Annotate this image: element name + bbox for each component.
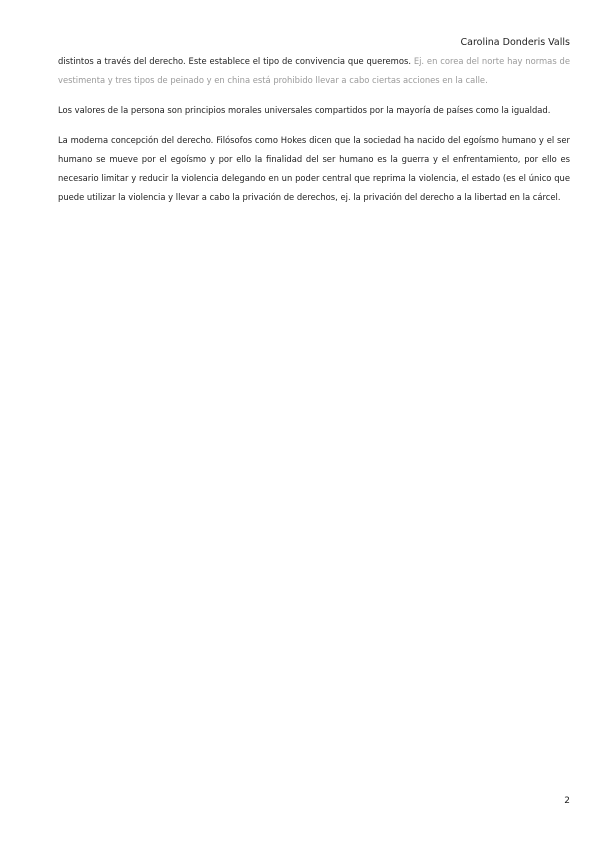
paragraph-text: Los valores de la persona son principios morales universales compartidos por la mayoría de países como la igualdad. xyxy=(58,105,551,115)
page-number: 2 xyxy=(564,796,570,806)
header-author: Carolina Donderis Valls xyxy=(460,37,570,48)
paragraph-law-coexistence xyxy=(58,52,570,90)
example-note: Ej. en corea del norte hay normas de vestimenta y tres tipos de peinado y en china está prohibido llevar a cabo ciertas acciones en la calle. xyxy=(58,56,570,85)
document-body xyxy=(58,52,570,218)
paragraph-text: distintos a través del derecho. Este establece el tipo de convivencia que queremos. xyxy=(58,56,414,66)
paragraph-modern-law xyxy=(58,131,570,207)
paragraph-text: La moderna concepción del derecho. Filósofos como Hokes dicen que la sociedad ha nacido del egoísmo humano y el ser humano se mueve por el egoísmo y por ello la finalidad del ser humano es la guerra y el enfrentamiento, por ello es necesario limitar y reducir la violencia delegando en un poder central que reprima la violencia, el estado (es el único que puede utilizar la violencia y llevar a cabo la privación de derechos, ej. la privación del derecho a la libertad en la cárcel. xyxy=(58,135,570,202)
paragraph-values xyxy=(58,101,570,120)
